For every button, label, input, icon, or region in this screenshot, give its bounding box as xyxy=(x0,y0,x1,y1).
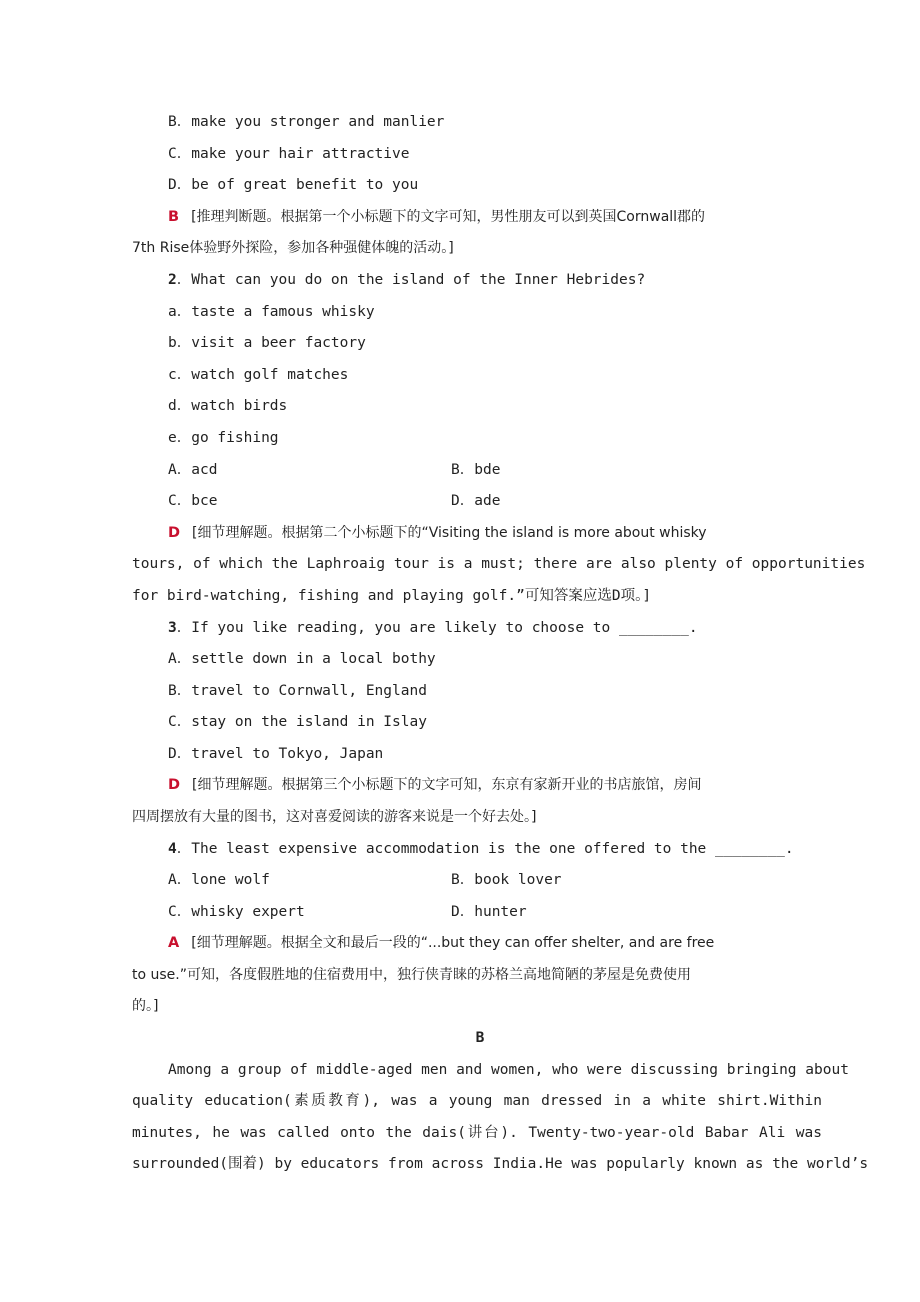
q2-stem: 2．What can you do on the island of the Inner Hebrides? xyxy=(168,272,646,288)
passage-line-2: quality education(素质教育), was a young man dressed in a white shirt.Within xyxy=(132,1093,822,1109)
q2-explanation: D [细节理解题。根据第二个小标题下的“Visiting the island is more about whisky xyxy=(168,525,707,541)
q3-answer: D xyxy=(168,777,181,793)
q3-option-d: D．travel to Tokyo, Japan xyxy=(168,746,384,762)
q2-item-a: a．taste a famous whisky xyxy=(168,304,375,320)
q3-option-a: A．settle down in a local bothy xyxy=(168,651,436,667)
q4-option-b: B．book lover xyxy=(451,872,562,888)
q1-option-c: C．make your hair attractive xyxy=(168,146,410,162)
q2-answer: D xyxy=(168,525,181,541)
q2-option-d: D．ade xyxy=(451,493,501,509)
q4-explanation-cont: to use.”可知，各度假胜地的住宿费用中，独行侠青睐的苏格兰高地简陋的茅屋是免费使用 xyxy=(132,967,691,983)
q4-explanation-end: 的。] xyxy=(132,998,159,1014)
q4-option-d: D．hunter xyxy=(451,904,527,920)
passage-line-4: surrounded(围着) by educators from across India.He was popularly known as the world’s xyxy=(132,1156,869,1172)
q2-item-b: b．visit a beer factory xyxy=(168,335,366,351)
section-heading: B xyxy=(475,1030,485,1046)
q3-explanation-cont: 四周摆放有大量的图书，这对喜爱阅读的游客来说是一个好去处。] xyxy=(132,809,537,825)
q4-option-c: C．whisky expert xyxy=(168,904,305,920)
q1-explanation-cont: 7th Rise体验野外探险，参加各种强健体魄的活动。] xyxy=(132,240,454,256)
q1-option-b: B．make you stronger and manlier xyxy=(168,114,445,130)
q2-explanation-cont: tours, of which the Laphroaig tour is a must; there are also plenty of opportunities xyxy=(132,556,866,572)
q1-explanation: B [推理判断题。根据第一个小标题下的文字可知，男性朋友可以到英国Cornwall郡的 xyxy=(168,209,706,225)
q1-answer: B xyxy=(168,209,180,225)
q2-item-c: c．watch golf matches xyxy=(168,367,349,383)
q4-option-a: A．lone wolf xyxy=(168,872,270,888)
q1-option-d: D．be of great benefit to you xyxy=(168,177,419,193)
passage-line-3: minutes, he was called onto the dais(讲台). Twenty-two-year-old Babar Ali was xyxy=(132,1125,822,1141)
q3-option-b: B．travel to Cornwall, England xyxy=(168,683,427,699)
q3-stem: 3．If you like reading, you are likely to choose to ________. xyxy=(168,620,698,636)
q2-option-a: A．acd xyxy=(168,462,218,478)
q4-explanation: A [细节理解题。根据全文和最后一段的“...but they can offer shelter, and are free xyxy=(168,935,715,951)
q2-item-d: d．watch birds xyxy=(168,398,288,414)
q2-option-b: B．bde xyxy=(451,462,501,478)
q2-explanation-end: for bird-watching, fishing and playing golf.”可知答案应选D项。] xyxy=(132,588,652,604)
q4-stem: 4．The least expensive accommodation is the one offered to the ________. xyxy=(168,841,794,857)
q4-answer: A xyxy=(168,935,180,951)
q2-option-c: C．bce xyxy=(168,493,218,509)
q2-item-e: e．go fishing xyxy=(168,430,279,446)
q3-explanation: D [细节理解题。根据第三个小标题下的文字可知，东京有家新开业的书店旅馆，房间 xyxy=(168,777,702,793)
q3-option-c: C．stay on the island in Islay xyxy=(168,714,427,730)
passage-line-1: Among a group of middle-aged men and women, who were discussing bringing about xyxy=(168,1062,849,1078)
